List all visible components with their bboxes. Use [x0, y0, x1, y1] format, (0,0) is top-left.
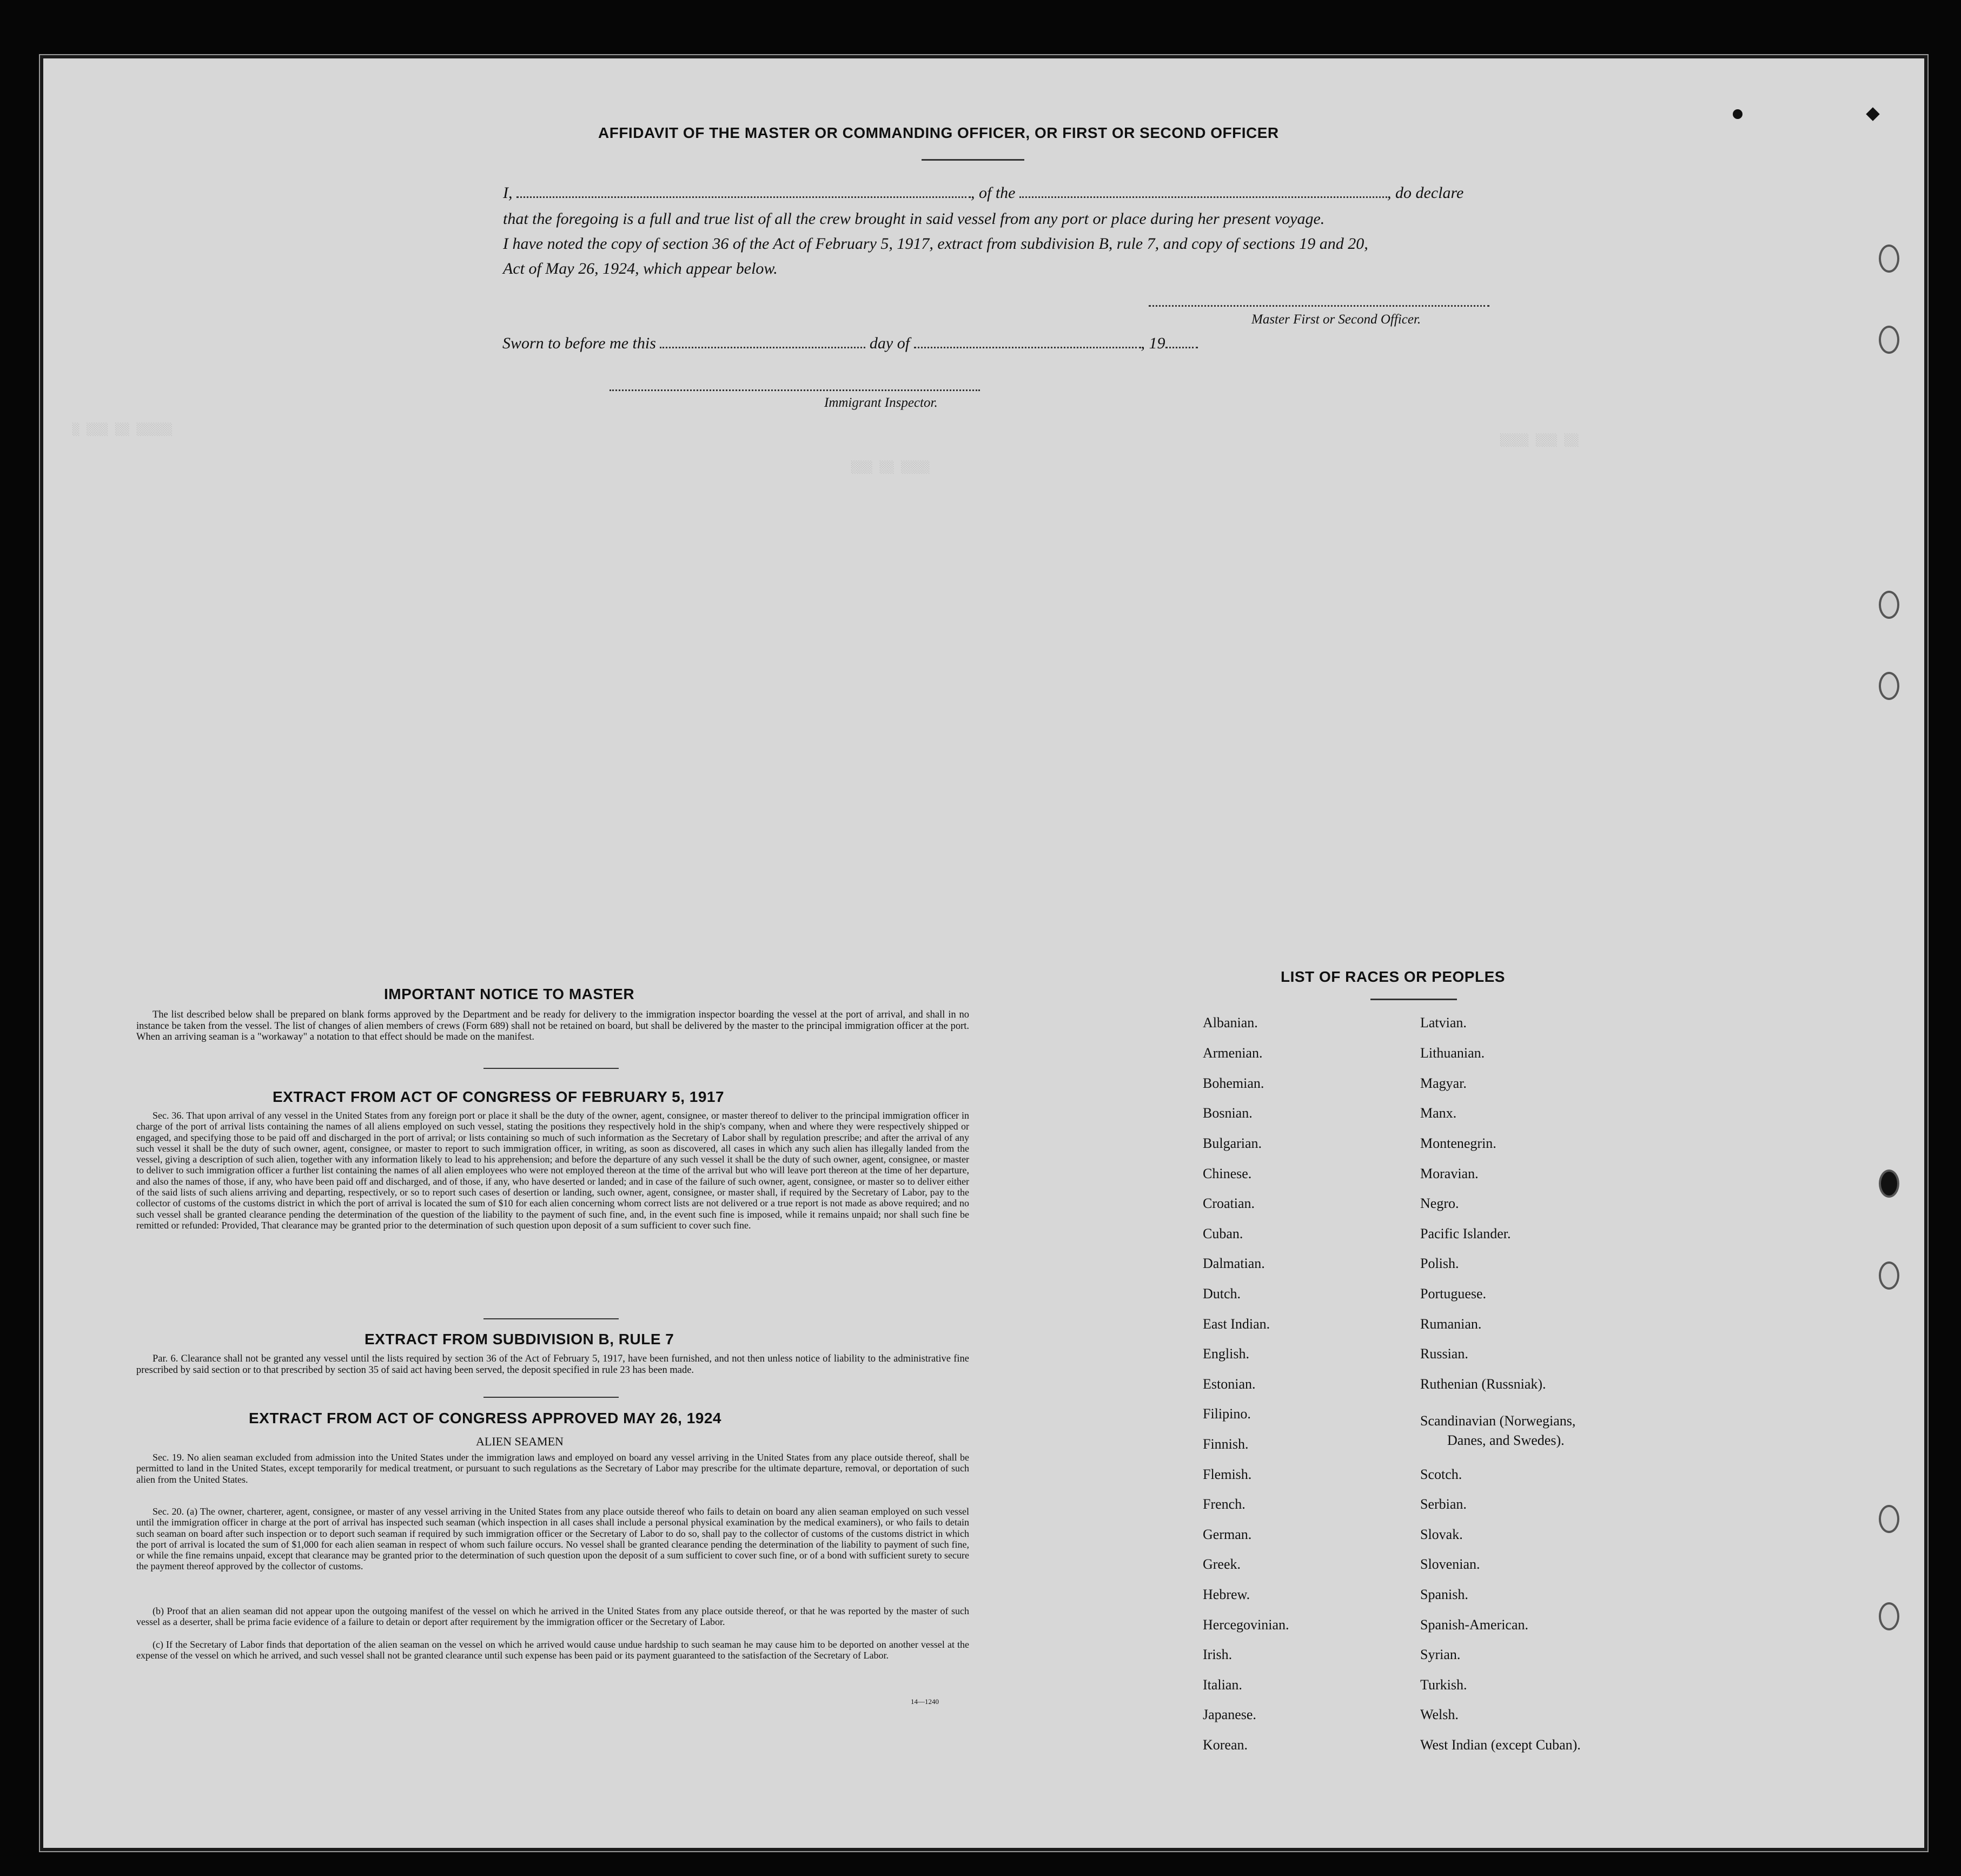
race-item: Bohemian.	[1203, 1075, 1264, 1091]
race-item: Scotch.	[1420, 1467, 1462, 1482]
master-signature-label: Master First or Second Officer.	[1251, 312, 1421, 327]
inspector-signature-label: Immigrant Inspector.	[824, 395, 938, 410]
race-item: Bosnian.	[1203, 1105, 1253, 1121]
extract-1924-title: EXTRACT FROM ACT OF CONGRESS APPROVED MAY 26, 1924	[249, 1410, 721, 1426]
race-item: Japanese.	[1203, 1707, 1256, 1722]
races-divider	[1370, 999, 1457, 1000]
race-item: Serbian.	[1420, 1496, 1467, 1512]
race-item: Moravian.	[1420, 1166, 1479, 1181]
do-declare-label: , do declare	[1387, 184, 1464, 202]
binder-hole	[1879, 1170, 1899, 1198]
rule7-body: Par. 6. Clearance shall not be granted any vessel until the lists required by section 36 of the Act of February 5, 1917, have been furnished, and not then unless notice of liability to the administrative fine prescribed by said section or to that prescribed by section 35 of said act having been served, the deposit specified in rule 23 has been made.	[136, 1353, 969, 1376]
race-item: Estonian.	[1203, 1376, 1256, 1392]
year-blank[interactable]	[1165, 346, 1198, 348]
race-item: German.	[1203, 1527, 1252, 1542]
race-item: Russian.	[1420, 1346, 1468, 1362]
race-item: Dutch.	[1203, 1286, 1241, 1302]
race-item: French.	[1203, 1496, 1246, 1512]
sworn-month-blank[interactable]	[914, 346, 1141, 348]
corner-mark	[1866, 107, 1879, 121]
race-item: Scandinavian (Norwegians,	[1420, 1413, 1576, 1429]
binder-hole	[1879, 326, 1899, 354]
notice-body: The list described below shall be prepared on blank forms approved by the Department and be ready for delivery to the immigration inspector boarding the vessel at the port of arrival, and shall in no instance be taken from the vessel. The list of changes of alien members of crews (Form 689) shall not be retained on board, but shall be delivered by the master to the principal immigration officer at the port. When an arriving seaman is a "workaway" a notation to that effect should be made on the manifest.	[136, 1009, 969, 1042]
race-item: Spanish-American.	[1420, 1617, 1529, 1633]
race-item: Negro.	[1420, 1195, 1459, 1211]
race-item: Flemish.	[1203, 1467, 1252, 1482]
race-item: Latvian.	[1420, 1015, 1467, 1031]
affidavit-line-3: I have noted the copy of section 36 of the Act of February 5, 1917, extract from subdivision B, rule 7, and copy of sections 19 and 20,	[503, 235, 1368, 253]
race-item: Lithuanian.	[1420, 1045, 1485, 1061]
race-item: Cuban.	[1203, 1226, 1243, 1241]
race-item: Polish.	[1420, 1256, 1459, 1271]
master-signature-line[interactable]	[1149, 305, 1489, 307]
race-item: Italian.	[1203, 1677, 1242, 1693]
race-item: West Indian (except Cuban).	[1420, 1737, 1581, 1753]
corner-mark	[1733, 109, 1743, 119]
sec20c-body: (c) If the Secretary of Labor finds that deportation of the alien seaman on the vessel on which he arrived would cause undue hardship to such seaman he may cause him to be deported on another vessel at the expense of the vessel on which he arrived, and such vessel shall not be granted clearance until such expense has been paid or its payment guaranteed to the satisfaction of the Secretary of Labor.	[136, 1639, 969, 1661]
race-item: Armenian.	[1203, 1045, 1263, 1061]
declare-i-label: I,	[503, 184, 513, 202]
race-item: Chinese.	[1203, 1166, 1252, 1181]
form-number: 14—1240	[911, 1697, 939, 1706]
section-divider-3	[483, 1397, 619, 1398]
affidavit-line-2: that the foregoing is a full and true list of all the crew brought in said vessel from any port or place during her present voyage.	[503, 210, 1325, 228]
race-item: Croatian.	[1203, 1195, 1255, 1211]
race-item: Turkish.	[1420, 1677, 1467, 1693]
sec19-body: Sec. 19. No alien seaman excluded from admission into the United States under the immigration laws and employed on board any vessel arriving in the United States from any place outside thereof, shall be permitted to land in the United States, except temporarily for medical treatment, or pursuant to such regulations as the Secretary of Labor may prescribe for the ultimate departure, removal, or deportation of such alien from the United States.	[136, 1452, 969, 1485]
race-item: Magyar.	[1420, 1075, 1467, 1091]
rule7-title: EXTRACT FROM SUBDIVISION B, RULE 7	[365, 1331, 674, 1347]
notice-title: IMPORTANT NOTICE TO MASTER	[384, 986, 635, 1002]
race-item: Slovenian.	[1420, 1556, 1480, 1572]
races-title: LIST OF RACES OR PEOPLES	[1281, 968, 1505, 985]
extract-1917-title: EXTRACT FROM ACT OF CONGRESS OF FEBRUARY 5, 1917	[273, 1088, 725, 1105]
race-item: Filipino.	[1203, 1406, 1251, 1422]
race-item: Pacific Islander.	[1420, 1226, 1511, 1241]
name-blank[interactable]	[516, 196, 971, 198]
of-the-label: , of the	[971, 184, 1016, 202]
binder-hole	[1879, 591, 1899, 619]
sec20a-body: Sec. 20. (a) The owner, charterer, agent, consignee, or master of any vessel arriving in the United States from any place outside thereof who fails to detain on board any alien seaman employed on such vessel until the immigration officer in charge at the port of arrival has inspected such seaman (which inspection in all cases shall include a personal physical examination by the medical examiners), or who fails to detain such seaman on board after such inspection or to deport such seaman if required by such immigration officer or the Secretary of Labor to do so, shall pay to the collector of customs of the customs district in which the port of arrival is located the sum of $1,000 for each alien seaman in respect of whom such failure occurs. No vessel shall be granted clearance pending the determination of the liability to payment of such fine, or while the fine remains unpaid, except that clearance may be granted prior to the determination of such question upon the deposit of a sum sufficient to cover such fine, or of a bond with sufficient surety to secure the payment thereof approved by the collector of customs.	[136, 1506, 969, 1572]
document-sheet: ░ ░░░ ░░ ░░░░░ ░░░ ░░ ░░░░ ░░░░ ░░░ ░░ AFFIDAVIT OF THE MASTER OR COMMANDING OFFICER, OR FIRST OR SECOND OFFICER I, , of the , do declare that the foregoing is a full and true list of all the crew brought in said vessel from any port or place during her present voyage. I have noted the copy of section 36 of the Act of February 5, 1917, extract from subdivision B, rule 7, and copy of sections 19 and 20, Act of May 26, 1924, which appear below. Master First or Second Officer. Sworn to before me this day of , 19 Immigrant Inspector. IMPORTANT NOTICE TO MASTER The list described below shall be prepared on blank forms approved by the Department and be ready for delivery to the immigration inspector boarding the vessel at the port of arrival, and shall in no instance be taken from the vessel. The list of changes of alien members of crews (Form 689) shall not be retained on board, but shall be delivered by the master to the principal immigration officer at the port. When an arriving seaman is a "workaway" a notation to that effect should be made on the manifest. EXTRACT FROM ACT OF CONGRESS OF FEBRUARY 5, 1917 Sec. 36. That upon arrival of any vessel in the United States from any foreign port or place it shall be the duty of the owner, agent, consignee, or master thereof to deliver to the principal immigration officer in charge of the port of arrival lists containing the names of all aliens employed on such vessel, stating the positions they respectively hold in the ship's company, when and where they were respectively shipped or engaged, and specifying those to be paid off and discharged in the port of arrival; or lists containing so much of such information as the Secretary of Labor shall by regulation prescribe; and after the arrival of any such vessel it shall be the duty of such owner, agent, consignee, or master to report to such immigration officer, in writing, as soon as discovered, all cases in which any such alien has illegally landed from the vessel, giving a description of such alien, together with any information likely to lead to his apprehension; and before the departure of any such vessel it shall be the duty of such owner, agent, consignee, or master to deliver to such immigration officer a further list containing the names of all alien employees who were not employed thereon at the time of the arrival but who will leave port thereon at the time of her departure, and also the names of those, if any, who have been paid off and discharged, and of those, if any, who have deserted or landed; and in case of the failure of such owner, agent, consignee, or master so to deliver either of the said lists of such aliens arriving and departing, respectively, or so to report such cases of desertion or landing, such owner, agent, consignee, or master shall, if required by the Secretary of Labor, pay to the collector of customs of the customs district in which the port of arrival is located the sum of $10 for each alien concerning whom correct lists are not delivered or a true report is not made as above required; and no such vessel shall be granted clearance pending the determination of the question of the liability to the payment of such fine, and, in the event such fine is imposed, while it remains unpaid; nor shall such fine be remitted or refunded: Provided, That clearance may be granted prior to the determination of such question upon deposit of a sum sufficient to cover such fine. EXTRACT FROM SUBDIVISION B, RULE 7 Par. 6. Clearance shall not be granted any vessel until the lists required by section 36 of the Act of February 5, 1917, have been furnished, and not then unless notice of liability to the administrative fine prescribed by said section or to that prescribed by section 35 of said act having been served, the deposit specified in rule 23 has been made. EXTRACT FROM ACT OF CONGRESS APPROVED MAY 26, 1924 ALIEN SEAMEN Sec. 19. No alien seaman excluded from admission into the United States under the immigration laws and employed on board any vessel arriving in the United States from any place outside thereof, shall be permitted to land in the United States, except temporarily for medical treatment, or pursuant to such regulations as the Secretary of Labor may prescribe for the ultimate departure, removal, or deportation of such alien from the United States. Sec. 20. (a) The owner, charterer, agent, consignee, or master of any vessel arriving in the United States from any place outside thereof who fails to detain on board any alien seaman employed on such vessel until the immigration officer in charge at the port of arrival has inspected such seaman (which inspection in all cases shall include a personal physical examination by the medical examiners), or who fails to detain such seaman on board after such inspection or to deport such seaman if required by such immigration officer or the Secretary of Labor to do so, shall pay to the collector of customs of the customs district in which the port of arrival is located the sum of $1,000 for each alien seaman in respect of whom such failure occurs. No vessel shall be granted clearance pending the determination of the liability to payment of such fine, or while the fine remains unpaid, except that clearance may be granted prior to the determination of such question upon the deposit of a sum sufficient to cover such fine, or of a bond with sufficient surety to secure the payment thereof approved by the collector of customs. (b) Proof that an alien seaman did not appear upon the outgoing manifest of the vessel on which he arrived in the United States from any place outside thereof, or that he was reported by the master of such vessel as a deserter, shall be prima facie evidence of a failure to detain or deport after requirement by the immigration officer or the Secretary of Labor. (c) If the Secretary of Labor finds that deportation of the alien seaman on the vessel on which he arrived would cause undue hardship to such seaman he may cause him to be deported on another vessel at the expense of the vessel on which he arrived, and such vessel shall not be granted clearance until such expense has been paid or its payment guaranteed to the satisfaction of the Secretary of Labor. 14—1240 LIST OF RACES OR PEOPLES Albanian. Armenian. Bohemian. Bosnian. Bulgarian. Chinese. Croatian. Cuban. Dalmatian. Dutch. East Indian. English. Estonian. Filipino. Finnish. Flemish. French. German. Greek. Hebrew. Hercegovinian. Irish. Italian. Japanese. Korean. Latvian. Lithuanian. Magyar. Manx. Montenegrin. Moravian. Negro. Pacific Islander. Polish. Portuguese. Rumanian. Russian. Ruthenian (Russniak). Scandinavian (Norwegians, Danes, and Swedes). Scotch. Serbian. Slovak. Slovenian. Spanish. Spanish-American. Syrian. Turkish. Welsh. West Indian (except Cuban).	[39, 54, 1929, 1852]
race-item: Albanian.	[1203, 1015, 1258, 1031]
binder-hole	[1879, 245, 1899, 273]
race-item: Finnish.	[1203, 1436, 1249, 1452]
sworn-line	[502, 331, 1314, 356]
race-item: Portuguese.	[1420, 1286, 1487, 1302]
section-divider-1	[483, 1068, 619, 1069]
race-item: Manx.	[1420, 1105, 1457, 1121]
extract-1917-body: Sec. 36. That upon arrival of any vessel in the United States from any foreign port or place it shall be the duty of the owner, agent, consignee, or master thereof to deliver to the principal immigration officer in charge of the port of arrival lists containing the names of all aliens employed on such vessel, stating the positions they respectively hold in the ship's company, when and where they were respectively shipped or engaged, and specifying those to be paid off and discharged in the port of arrival; or lists containing so much of such information as the Secretary of Labor shall by regulation prescribe; and after the arrival of any such vessel it shall be the duty of such owner, agent, consignee, or master to report to such immigration officer, in writing, as soon as discovered, all cases in which any such alien has illegally landed from the vessel, giving a description of such alien, together with any information likely to lead to his apprehension; and before the departure of any such vessel it shall be the duty of such owner, agent, consignee, or master to deliver to such immigration officer a further list containing the names of all alien employees who were not employed thereon at the time of the arrival but who will leave port thereon at the time of her departure, and also the names of those, if any, who have been paid off and discharged, and of those, if any, who have deserted or landed; and in case of the failure of such owner, agent, consignee, or master so to deliver either of the said lists of such aliens arriving and departing, respectively, or so to report such cases of desertion or landing, such owner, agent, consignee, or master shall, if required by the Secretary of Labor, pay to the collector of customs of the customs district in which the port of arrival is located the sum of $10 for each alien concerning whom correct lists are not delivered or a true report is not made as above required; and no such vessel shall be granted clearance pending the determination of the question of the liability to the payment of such fine, and, in the event such fine is imposed, while it remains unpaid; nor shall such fine be remitted or refunded: Provided, That clearance may be granted prior to the determination of such question upon deposit of a sum sufficient to cover such fine.	[136, 1110, 969, 1231]
race-item: Dalmatian.	[1203, 1256, 1265, 1271]
binder-hole	[1879, 672, 1899, 700]
race-item: Welsh.	[1420, 1707, 1459, 1722]
race-item: East Indian.	[1203, 1316, 1270, 1332]
affidavit-title: AFFIDAVIT OF THE MASTER OR COMMANDING OFFICER, OR FIRST OR SECOND OFFICER	[598, 124, 1279, 141]
sworn-day-blank[interactable]	[660, 346, 865, 348]
binder-hole	[1879, 1505, 1899, 1533]
race-item: Spanish.	[1420, 1587, 1468, 1602]
day-of-label: day of	[869, 334, 910, 352]
binder-hole	[1879, 1261, 1899, 1290]
race-item: Korean.	[1203, 1737, 1248, 1753]
affidavit-line-1	[503, 181, 1563, 206]
race-item: Greek.	[1203, 1556, 1241, 1572]
sworn-label: Sworn to before me this	[502, 334, 656, 352]
race-item: Irish.	[1203, 1647, 1233, 1662]
affidavit-line-4: Act of May 26, 1924, which appear below.	[503, 260, 778, 278]
race-item: Hercegovinian.	[1203, 1617, 1289, 1633]
race-item-continued: Danes, and Swedes).	[1447, 1432, 1565, 1448]
binder-hole	[1879, 1602, 1899, 1630]
race-item: Ruthenian (Russniak).	[1420, 1376, 1546, 1392]
vessel-blank[interactable]	[1019, 196, 1387, 198]
title-divider	[922, 159, 1024, 161]
year-label: , 19	[1141, 334, 1165, 352]
race-item: Slovak.	[1420, 1527, 1463, 1542]
race-item: Montenegrin.	[1420, 1135, 1496, 1151]
race-item: Bulgarian.	[1203, 1135, 1262, 1151]
alien-seamen-subtitle: ALIEN SEAMEN	[476, 1435, 564, 1448]
race-item: Rumanian.	[1420, 1316, 1482, 1332]
section-divider-2	[483, 1318, 619, 1319]
race-item: English.	[1203, 1346, 1249, 1362]
sec20b-body: (b) Proof that an alien seaman did not appear upon the outgoing manifest of the vessel on which he arrived in the United States from any place outside thereof, or that he was reported by the master of such vessel as a deserter, shall be prima facie evidence of a failure to detain or deport after requirement by the immigration officer or the Secretary of Labor.	[136, 1606, 969, 1628]
race-item: Syrian.	[1420, 1647, 1461, 1662]
race-item: Hebrew.	[1203, 1587, 1250, 1602]
